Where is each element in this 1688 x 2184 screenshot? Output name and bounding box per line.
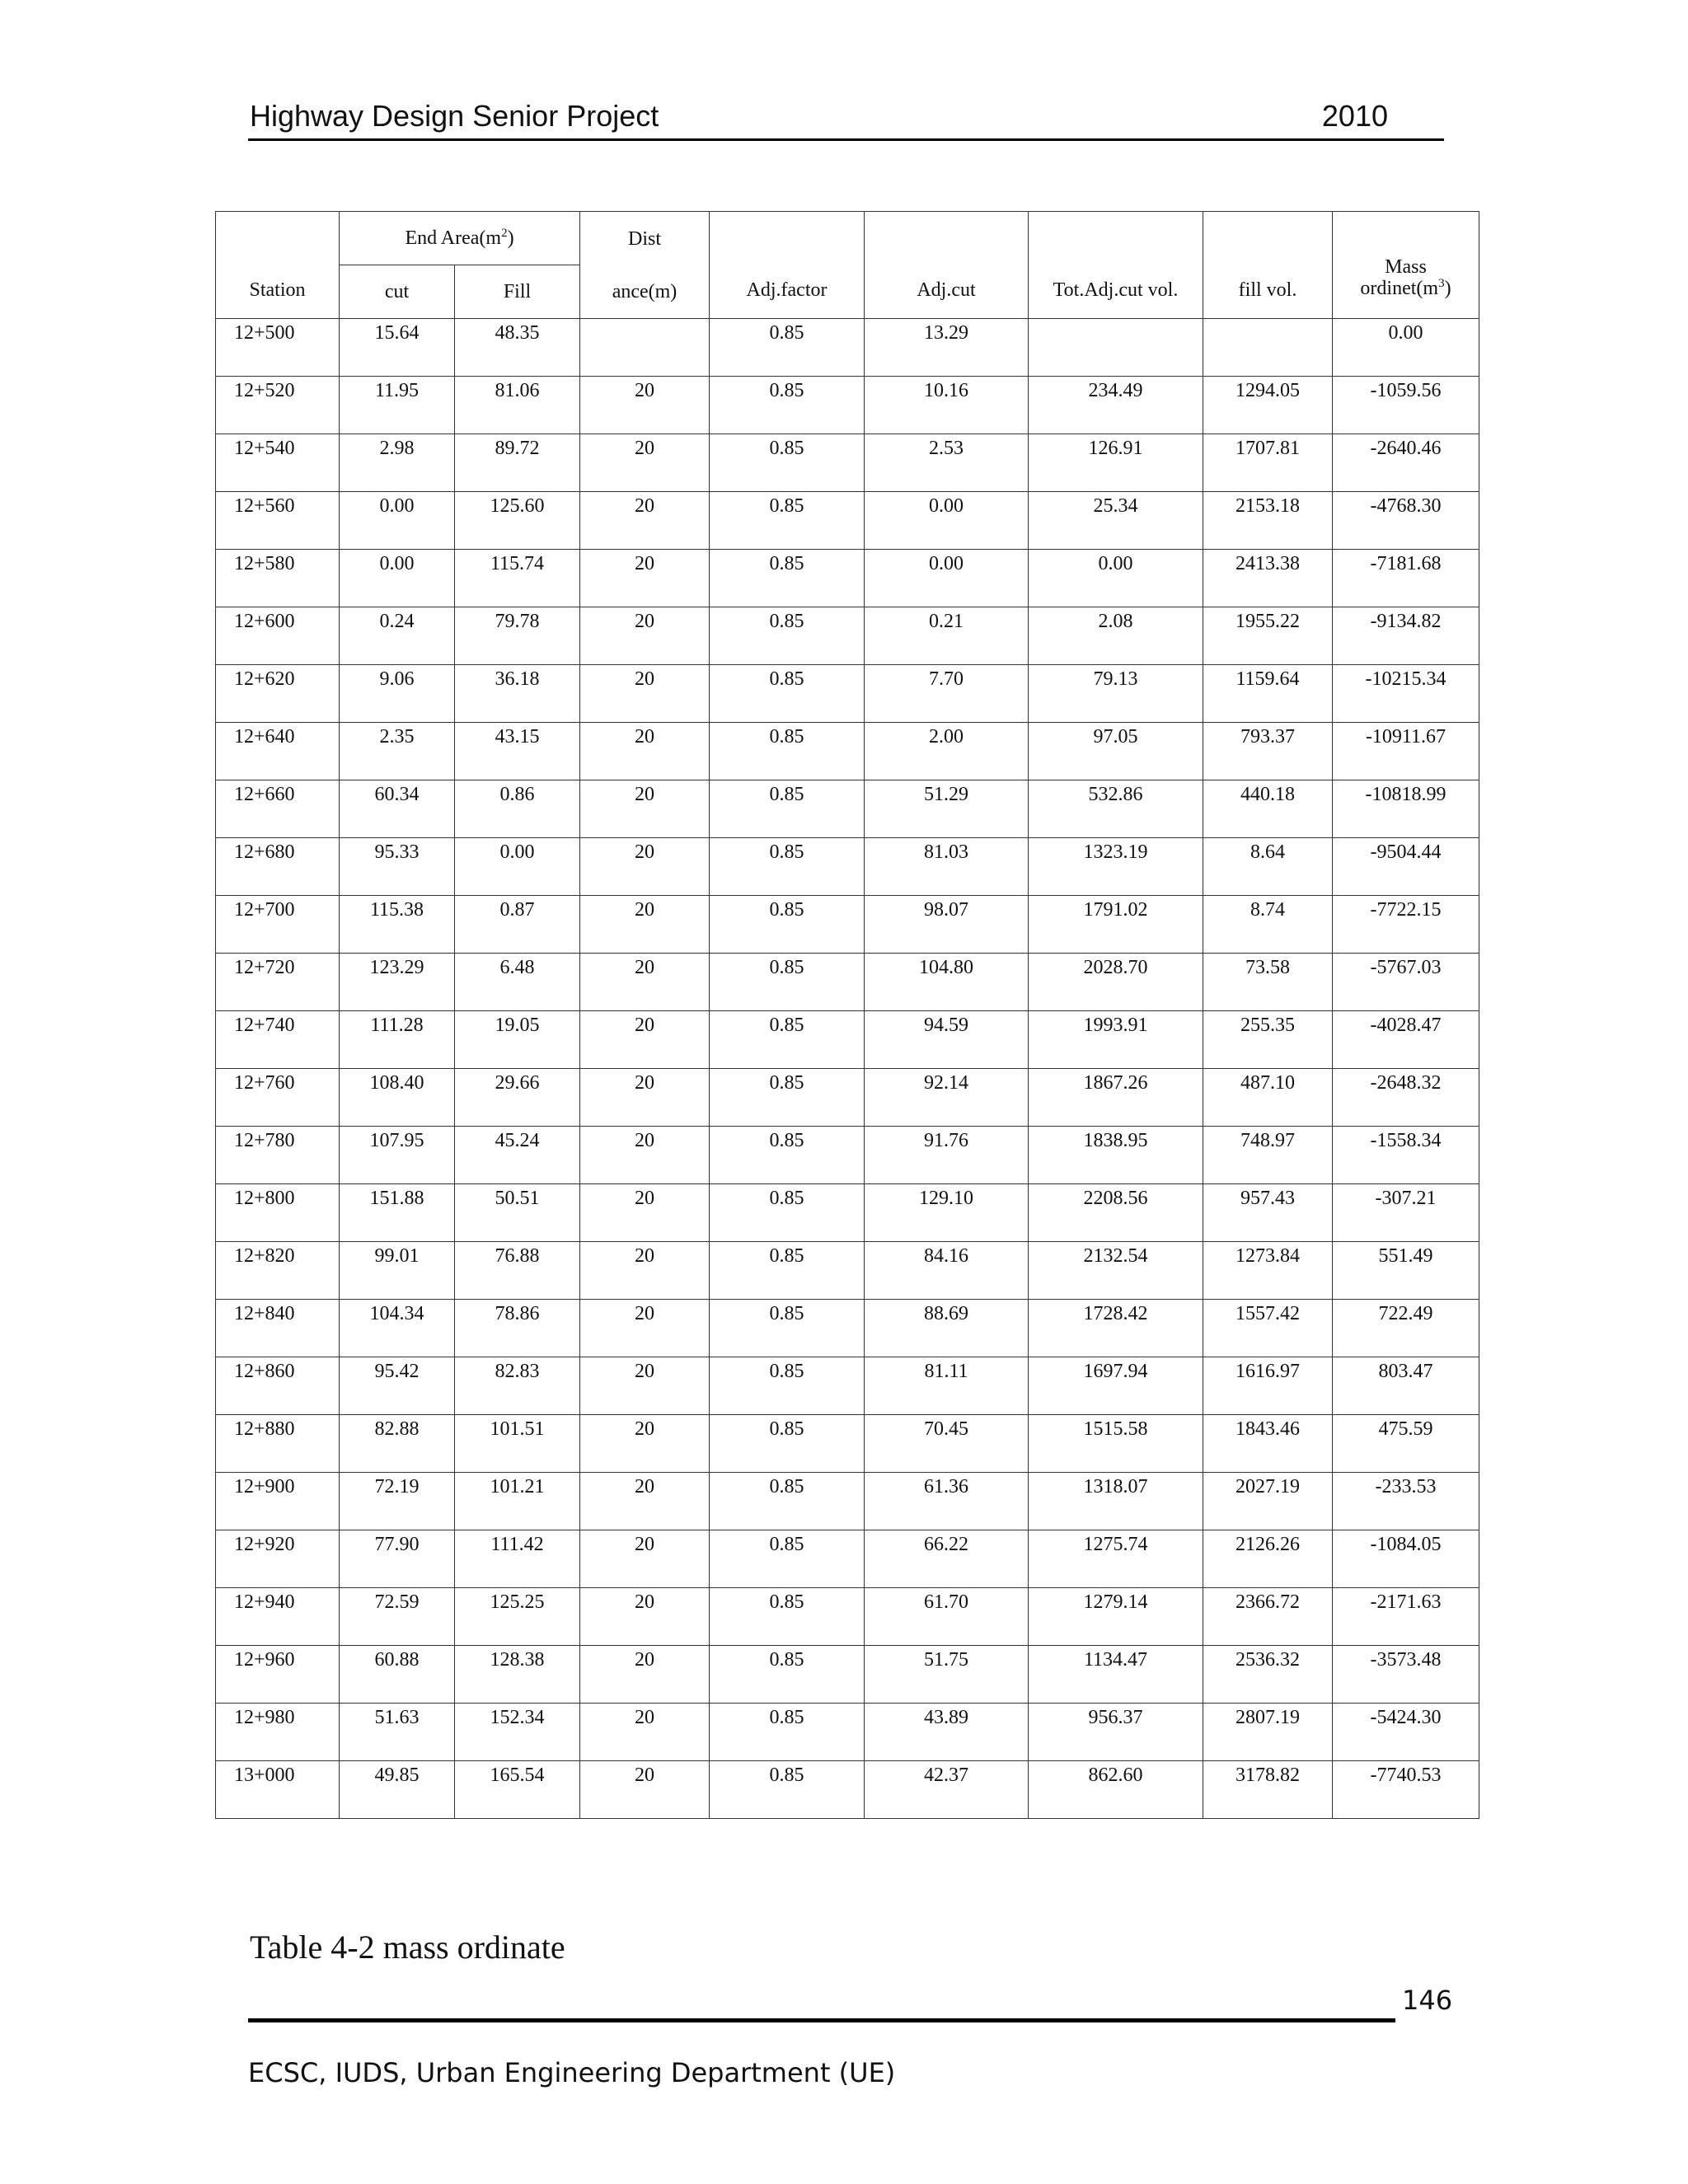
table-cell: -10215.34: [1333, 665, 1479, 723]
table-cell: 12+940: [216, 1588, 340, 1646]
table-cell: -1059.56: [1333, 377, 1479, 434]
table-cell: 12+920: [216, 1530, 340, 1588]
table-cell: 12+560: [216, 492, 340, 550]
table-cell: [1029, 319, 1203, 377]
table-cell: 20: [580, 1761, 710, 1819]
table-cell: 20: [580, 723, 710, 780]
table-cell: 957.43: [1203, 1184, 1333, 1242]
table-cell: 104.34: [340, 1300, 455, 1357]
table-cell: 0.85: [710, 1300, 865, 1357]
table-cell: 0.85: [710, 319, 865, 377]
table-cell: 125.25: [455, 1588, 580, 1646]
page-footer: ECSC, IUDS, Urban Engineering Department (UE): [248, 2057, 896, 2088]
header-adj-factor: Adj.factor: [710, 212, 865, 319]
table-cell: 72.59: [340, 1588, 455, 1646]
table-cell: [580, 319, 710, 377]
table-cell: 20: [580, 780, 710, 838]
table-cell: 20: [580, 1588, 710, 1646]
table-cell: 0.85: [710, 838, 865, 896]
header-mass-ordinate: Mass $ordinet(m^3)$: [1333, 212, 1479, 319]
table-cell: 50.51: [455, 1184, 580, 1242]
table-cell: 1557.42: [1203, 1300, 1333, 1357]
table-cell: 20: [580, 607, 710, 665]
table-cell: 12+780: [216, 1127, 340, 1184]
table-cell: 12+840: [216, 1300, 340, 1357]
table-cell: 12+760: [216, 1069, 340, 1127]
table-cell: 956.37: [1029, 1704, 1203, 1761]
table-cell: 20: [580, 1357, 710, 1415]
table-cell: -5424.30: [1333, 1704, 1479, 1761]
table-cell: 9.06: [340, 665, 455, 723]
table-cell: 0.85: [710, 1473, 865, 1530]
table-cell: 2208.56: [1029, 1184, 1203, 1242]
table-cell: -307.21: [1333, 1184, 1479, 1242]
table-cell: 1275.74: [1029, 1530, 1203, 1588]
table-cell: 0.24: [340, 607, 455, 665]
table-cell: 1867.26: [1029, 1069, 1203, 1127]
table-cell: 0.85: [710, 1530, 865, 1588]
table-cell: 125.60: [455, 492, 580, 550]
page-header: [248, 97, 1444, 141]
table-cell: 2.08: [1029, 607, 1203, 665]
table-cell: [1203, 319, 1333, 377]
table-cell: 79.13: [1029, 665, 1203, 723]
table-cell: 15.64: [340, 319, 455, 377]
table-cell: 29.66: [455, 1069, 580, 1127]
table-cell: 81.11: [865, 1357, 1029, 1415]
table-cell: 2132.54: [1029, 1242, 1203, 1300]
table-cell: 101.51: [455, 1415, 580, 1473]
header-fill: Fill: [455, 265, 580, 319]
table-cell: 2536.32: [1203, 1646, 1333, 1704]
table-cell: 12+820: [216, 1242, 340, 1300]
table-cell: 0.00: [1333, 319, 1479, 377]
table-cell: 10.16: [865, 377, 1029, 434]
table-cell: 0.85: [710, 1588, 865, 1646]
table-cell: -2171.63: [1333, 1588, 1479, 1646]
table-body: [216, 319, 1479, 1819]
table-row: [216, 723, 1479, 780]
table-cell: 1318.07: [1029, 1473, 1203, 1530]
table-cell: 0.86: [455, 780, 580, 838]
table-cell: -10818.99: [1333, 780, 1479, 838]
table-cell: 45.24: [455, 1127, 580, 1184]
table-cell: 0.85: [710, 1646, 865, 1704]
table-cell: 51.75: [865, 1646, 1029, 1704]
table-cell: 2126.26: [1203, 1530, 1333, 1588]
table-cell: 95.33: [340, 838, 455, 896]
table-row: [216, 896, 1479, 954]
table-cell: 107.95: [340, 1127, 455, 1184]
table-cell: -1084.05: [1333, 1530, 1479, 1588]
table-cell: 20: [580, 1530, 710, 1588]
table-cell: 12+980: [216, 1704, 340, 1761]
table-cell: 126.91: [1029, 434, 1203, 492]
table-cell: 2807.19: [1203, 1704, 1333, 1761]
table-cell: 108.40: [340, 1069, 455, 1127]
table-cell: 76.88: [455, 1242, 580, 1300]
table-cell: 0.85: [710, 550, 865, 607]
table-cell: 0.85: [710, 665, 865, 723]
table-cell: 1279.14: [1029, 1588, 1203, 1646]
table-cell: 60.34: [340, 780, 455, 838]
table-cell: 115.38: [340, 896, 455, 954]
table-cell: 20: [580, 838, 710, 896]
table-row: [216, 1704, 1479, 1761]
table-cell: 0.85: [710, 377, 865, 434]
table-cell: 66.22: [865, 1530, 1029, 1588]
table-cell: 101.21: [455, 1473, 580, 1530]
table-row: [216, 1473, 1479, 1530]
table-cell: 0.85: [710, 1761, 865, 1819]
table-cell: 81.03: [865, 838, 1029, 896]
table-cell: 2413.38: [1203, 550, 1333, 607]
table-cell: 1838.95: [1029, 1127, 1203, 1184]
table-cell: 20: [580, 1300, 710, 1357]
table-cell: 1728.42: [1029, 1300, 1203, 1357]
table-cell: -4028.47: [1333, 1011, 1479, 1069]
table-row: [216, 780, 1479, 838]
table-cell: -10911.67: [1333, 723, 1479, 780]
table-cell: 98.07: [865, 896, 1029, 954]
table-row: [216, 1761, 1479, 1819]
table-cell: 1993.91: [1029, 1011, 1203, 1069]
table-cell: 487.10: [1203, 1069, 1333, 1127]
table-cell: 1323.19: [1029, 838, 1203, 896]
table-cell: 12+860: [216, 1357, 340, 1415]
table-cell: 20: [580, 1704, 710, 1761]
table-cell: 104.80: [865, 954, 1029, 1011]
table-cell: 70.45: [865, 1415, 1029, 1473]
table-row: [216, 1184, 1479, 1242]
table-cell: 2.35: [340, 723, 455, 780]
table-cell: 42.37: [865, 1761, 1029, 1819]
table-cell: 128.38: [455, 1646, 580, 1704]
table-cell: 440.18: [1203, 780, 1333, 838]
table-cell: 20: [580, 1184, 710, 1242]
table-cell: 2153.18: [1203, 492, 1333, 550]
table-cell: 12+720: [216, 954, 340, 1011]
table-cell: 84.16: [865, 1242, 1029, 1300]
table-cell: 0.85: [710, 954, 865, 1011]
table-cell: 722.49: [1333, 1300, 1479, 1357]
table-cell: 19.05: [455, 1011, 580, 1069]
table-cell: -1558.34: [1333, 1127, 1479, 1184]
table-cell: 2.53: [865, 434, 1029, 492]
table-cell: -9504.44: [1333, 838, 1479, 896]
table-cell: 111.28: [340, 1011, 455, 1069]
table-row: [216, 377, 1479, 434]
table-cell: 72.19: [340, 1473, 455, 1530]
table-cell: 20: [580, 665, 710, 723]
table-row: [216, 1300, 1479, 1357]
table-cell: 20: [580, 1069, 710, 1127]
table-cell: 89.72: [455, 434, 580, 492]
table-cell: 12+600: [216, 607, 340, 665]
table-cell: -7740.53: [1333, 1761, 1479, 1819]
table-cell: 13.29: [865, 319, 1029, 377]
table-cell: 25.34: [1029, 492, 1203, 550]
table-cell: 77.90: [340, 1530, 455, 1588]
table-cell: 73.58: [1203, 954, 1333, 1011]
table-cell: 20: [580, 1127, 710, 1184]
table-cell: 1515.58: [1029, 1415, 1203, 1473]
table-cell: 12+620: [216, 665, 340, 723]
table-cell: -2640.46: [1333, 434, 1479, 492]
table-cell: 88.69: [865, 1300, 1029, 1357]
document-year: 2010: [1321, 99, 1388, 133]
table-cell: 49.85: [340, 1761, 455, 1819]
table-cell: -233.53: [1333, 1473, 1479, 1530]
table-caption: Table 4-2 mass ordinate: [250, 1929, 565, 1966]
table-cell: 6.48: [455, 954, 580, 1011]
table-cell: -9134.82: [1333, 607, 1479, 665]
table-cell: 20: [580, 492, 710, 550]
table-cell: 1294.05: [1203, 377, 1333, 434]
table-row: [216, 607, 1479, 665]
table-cell: 0.85: [710, 896, 865, 954]
header-adj-cut: Adj.cut: [865, 212, 1029, 319]
table-cell: 0.85: [710, 492, 865, 550]
table-cell: 51.63: [340, 1704, 455, 1761]
table-cell: 20: [580, 954, 710, 1011]
document-title: Highway Design Senior Project: [250, 99, 659, 133]
table-row: [216, 838, 1479, 896]
header-end-area: End $Area(m^2)$: [340, 212, 580, 265]
table-row: [216, 1011, 1479, 1069]
table-cell: -4768.30: [1333, 492, 1479, 550]
table-cell: 20: [580, 1011, 710, 1069]
table-cell: 0.21: [865, 607, 1029, 665]
table-row: [216, 1127, 1479, 1184]
table-cell: 862.60: [1029, 1761, 1203, 1819]
table-cell: 0.00: [1029, 550, 1203, 607]
table-cell: 1616.97: [1203, 1357, 1333, 1415]
table-cell: 2027.19: [1203, 1473, 1333, 1530]
table-cell: 0.85: [710, 723, 865, 780]
table-cell: 0.85: [710, 1184, 865, 1242]
table-row: [216, 1646, 1479, 1704]
header-cut: cut: [340, 265, 455, 319]
table-cell: 1843.46: [1203, 1415, 1333, 1473]
table-cell: 20: [580, 1415, 710, 1473]
table-cell: 0.85: [710, 1357, 865, 1415]
table-cell: 48.35: [455, 319, 580, 377]
table-cell: 20: [580, 1646, 710, 1704]
table-cell: 7.70: [865, 665, 1029, 723]
table-cell: 20: [580, 434, 710, 492]
table-cell: 151.88: [340, 1184, 455, 1242]
table-cell: 61.36: [865, 1473, 1029, 1530]
table-cell: 0.00: [340, 492, 455, 550]
table-row: [216, 1242, 1479, 1300]
table-cell: 2.00: [865, 723, 1029, 780]
table-cell: 0.00: [865, 550, 1029, 607]
table-cell: 0.85: [710, 1011, 865, 1069]
table-cell: 12+660: [216, 780, 340, 838]
table-cell: 1134.47: [1029, 1646, 1203, 1704]
table-cell: 803.47: [1333, 1357, 1479, 1415]
header-fill-vol: fill vol.: [1203, 212, 1333, 319]
table-cell: -3573.48: [1333, 1646, 1479, 1704]
table-cell: 20: [580, 1242, 710, 1300]
table-cell: 0.85: [710, 780, 865, 838]
table-cell: 3178.82: [1203, 1761, 1333, 1819]
table-cell: 0.85: [710, 1704, 865, 1761]
table-cell: 94.59: [865, 1011, 1029, 1069]
table-cell: 0.00: [455, 838, 580, 896]
table-cell: 12+900: [216, 1473, 340, 1530]
table-cell: 81.06: [455, 377, 580, 434]
table-cell: 2366.72: [1203, 1588, 1333, 1646]
table-cell: 0.85: [710, 1127, 865, 1184]
mass-ordinate-table: [215, 211, 1479, 1819]
table-cell: 0.00: [340, 550, 455, 607]
table-cell: 115.74: [455, 550, 580, 607]
table-cell: 748.97: [1203, 1127, 1333, 1184]
table-header: [216, 212, 1479, 319]
table-cell: 234.49: [1029, 377, 1203, 434]
table-cell: 8.74: [1203, 896, 1333, 954]
table-cell: 60.88: [340, 1646, 455, 1704]
table-cell: 99.01: [340, 1242, 455, 1300]
table-cell: 13+000: [216, 1761, 340, 1819]
table-cell: 12+880: [216, 1415, 340, 1473]
header-tot-adj-cut-vol: Tot.Adj.cut vol.: [1029, 212, 1203, 319]
table-cell: 0.85: [710, 1415, 865, 1473]
table-cell: 0.87: [455, 896, 580, 954]
table-row: [216, 665, 1479, 723]
table-cell: 12+700: [216, 896, 340, 954]
table-cell: 20: [580, 550, 710, 607]
table-cell: 1159.64: [1203, 665, 1333, 723]
table-cell: 43.89: [865, 1704, 1029, 1761]
table-row: [216, 1069, 1479, 1127]
table-cell: 91.76: [865, 1127, 1029, 1184]
table-row: [216, 550, 1479, 607]
table-cell: 36.18: [455, 665, 580, 723]
table-cell: 123.29: [340, 954, 455, 1011]
table-cell: 12+680: [216, 838, 340, 896]
table-cell: 0.85: [710, 1242, 865, 1300]
table-cell: 8.64: [1203, 838, 1333, 896]
table-cell: 0.85: [710, 1069, 865, 1127]
table-cell: 1707.81: [1203, 434, 1333, 492]
table-row: [216, 1530, 1479, 1588]
table-cell: -7181.68: [1333, 550, 1479, 607]
table-cell: -2648.32: [1333, 1069, 1479, 1127]
table-cell: 255.35: [1203, 1011, 1333, 1069]
table-cell: 20: [580, 1473, 710, 1530]
table-cell: 1955.22: [1203, 607, 1333, 665]
table-cell: 551.49: [1333, 1242, 1479, 1300]
table-cell: 11.95: [340, 377, 455, 434]
table-cell: 82.83: [455, 1357, 580, 1415]
table-cell: 95.42: [340, 1357, 455, 1415]
table-cell: 61.70: [865, 1588, 1029, 1646]
table-cell: 111.42: [455, 1530, 580, 1588]
table-cell: 12+960: [216, 1646, 340, 1704]
table-cell: 0.85: [710, 434, 865, 492]
table-row: [216, 319, 1479, 377]
table-cell: 12+580: [216, 550, 340, 607]
table-cell: 79.78: [455, 607, 580, 665]
table-cell: 793.37: [1203, 723, 1333, 780]
table-cell: 1273.84: [1203, 1242, 1333, 1300]
table-row: [216, 434, 1479, 492]
header-station: Station: [216, 212, 340, 319]
table-cell: 165.54: [455, 1761, 580, 1819]
footer-rule: [248, 2018, 1395, 2022]
table-cell: 20: [580, 377, 710, 434]
table-cell: 43.15: [455, 723, 580, 780]
table-cell: 475.59: [1333, 1415, 1479, 1473]
table-cell: 2.98: [340, 434, 455, 492]
table-cell: 97.05: [1029, 723, 1203, 780]
table-cell: -7722.15: [1333, 896, 1479, 954]
table-cell: 12+800: [216, 1184, 340, 1242]
table-cell: 0.85: [710, 607, 865, 665]
table-cell: 1791.02: [1029, 896, 1203, 954]
table-row: [216, 492, 1479, 550]
table-cell: 78.86: [455, 1300, 580, 1357]
table-cell: 12+740: [216, 1011, 340, 1069]
table-cell: 12+500: [216, 319, 340, 377]
table-row: [216, 954, 1479, 1011]
table-cell: 51.29: [865, 780, 1029, 838]
table-cell: 20: [580, 896, 710, 954]
table-row: [216, 1357, 1479, 1415]
table-row: [216, 1588, 1479, 1646]
page-number: 146: [1402, 1985, 1453, 2016]
table-cell: 2028.70: [1029, 954, 1203, 1011]
table-cell: 92.14: [865, 1069, 1029, 1127]
table-row: [216, 1415, 1479, 1473]
table-cell: 532.86: [1029, 780, 1203, 838]
table-cell: 152.34: [455, 1704, 580, 1761]
table-cell: 0.00: [865, 492, 1029, 550]
table-cell: 129.10: [865, 1184, 1029, 1242]
header-distance: Dist ance(m): [580, 212, 710, 319]
table-cell: -5767.03: [1333, 954, 1479, 1011]
table-cell: 12+540: [216, 434, 340, 492]
table-cell: 12+520: [216, 377, 340, 434]
table-cell: 12+640: [216, 723, 340, 780]
table-cell: 1697.94: [1029, 1357, 1203, 1415]
table-cell: 82.88: [340, 1415, 455, 1473]
